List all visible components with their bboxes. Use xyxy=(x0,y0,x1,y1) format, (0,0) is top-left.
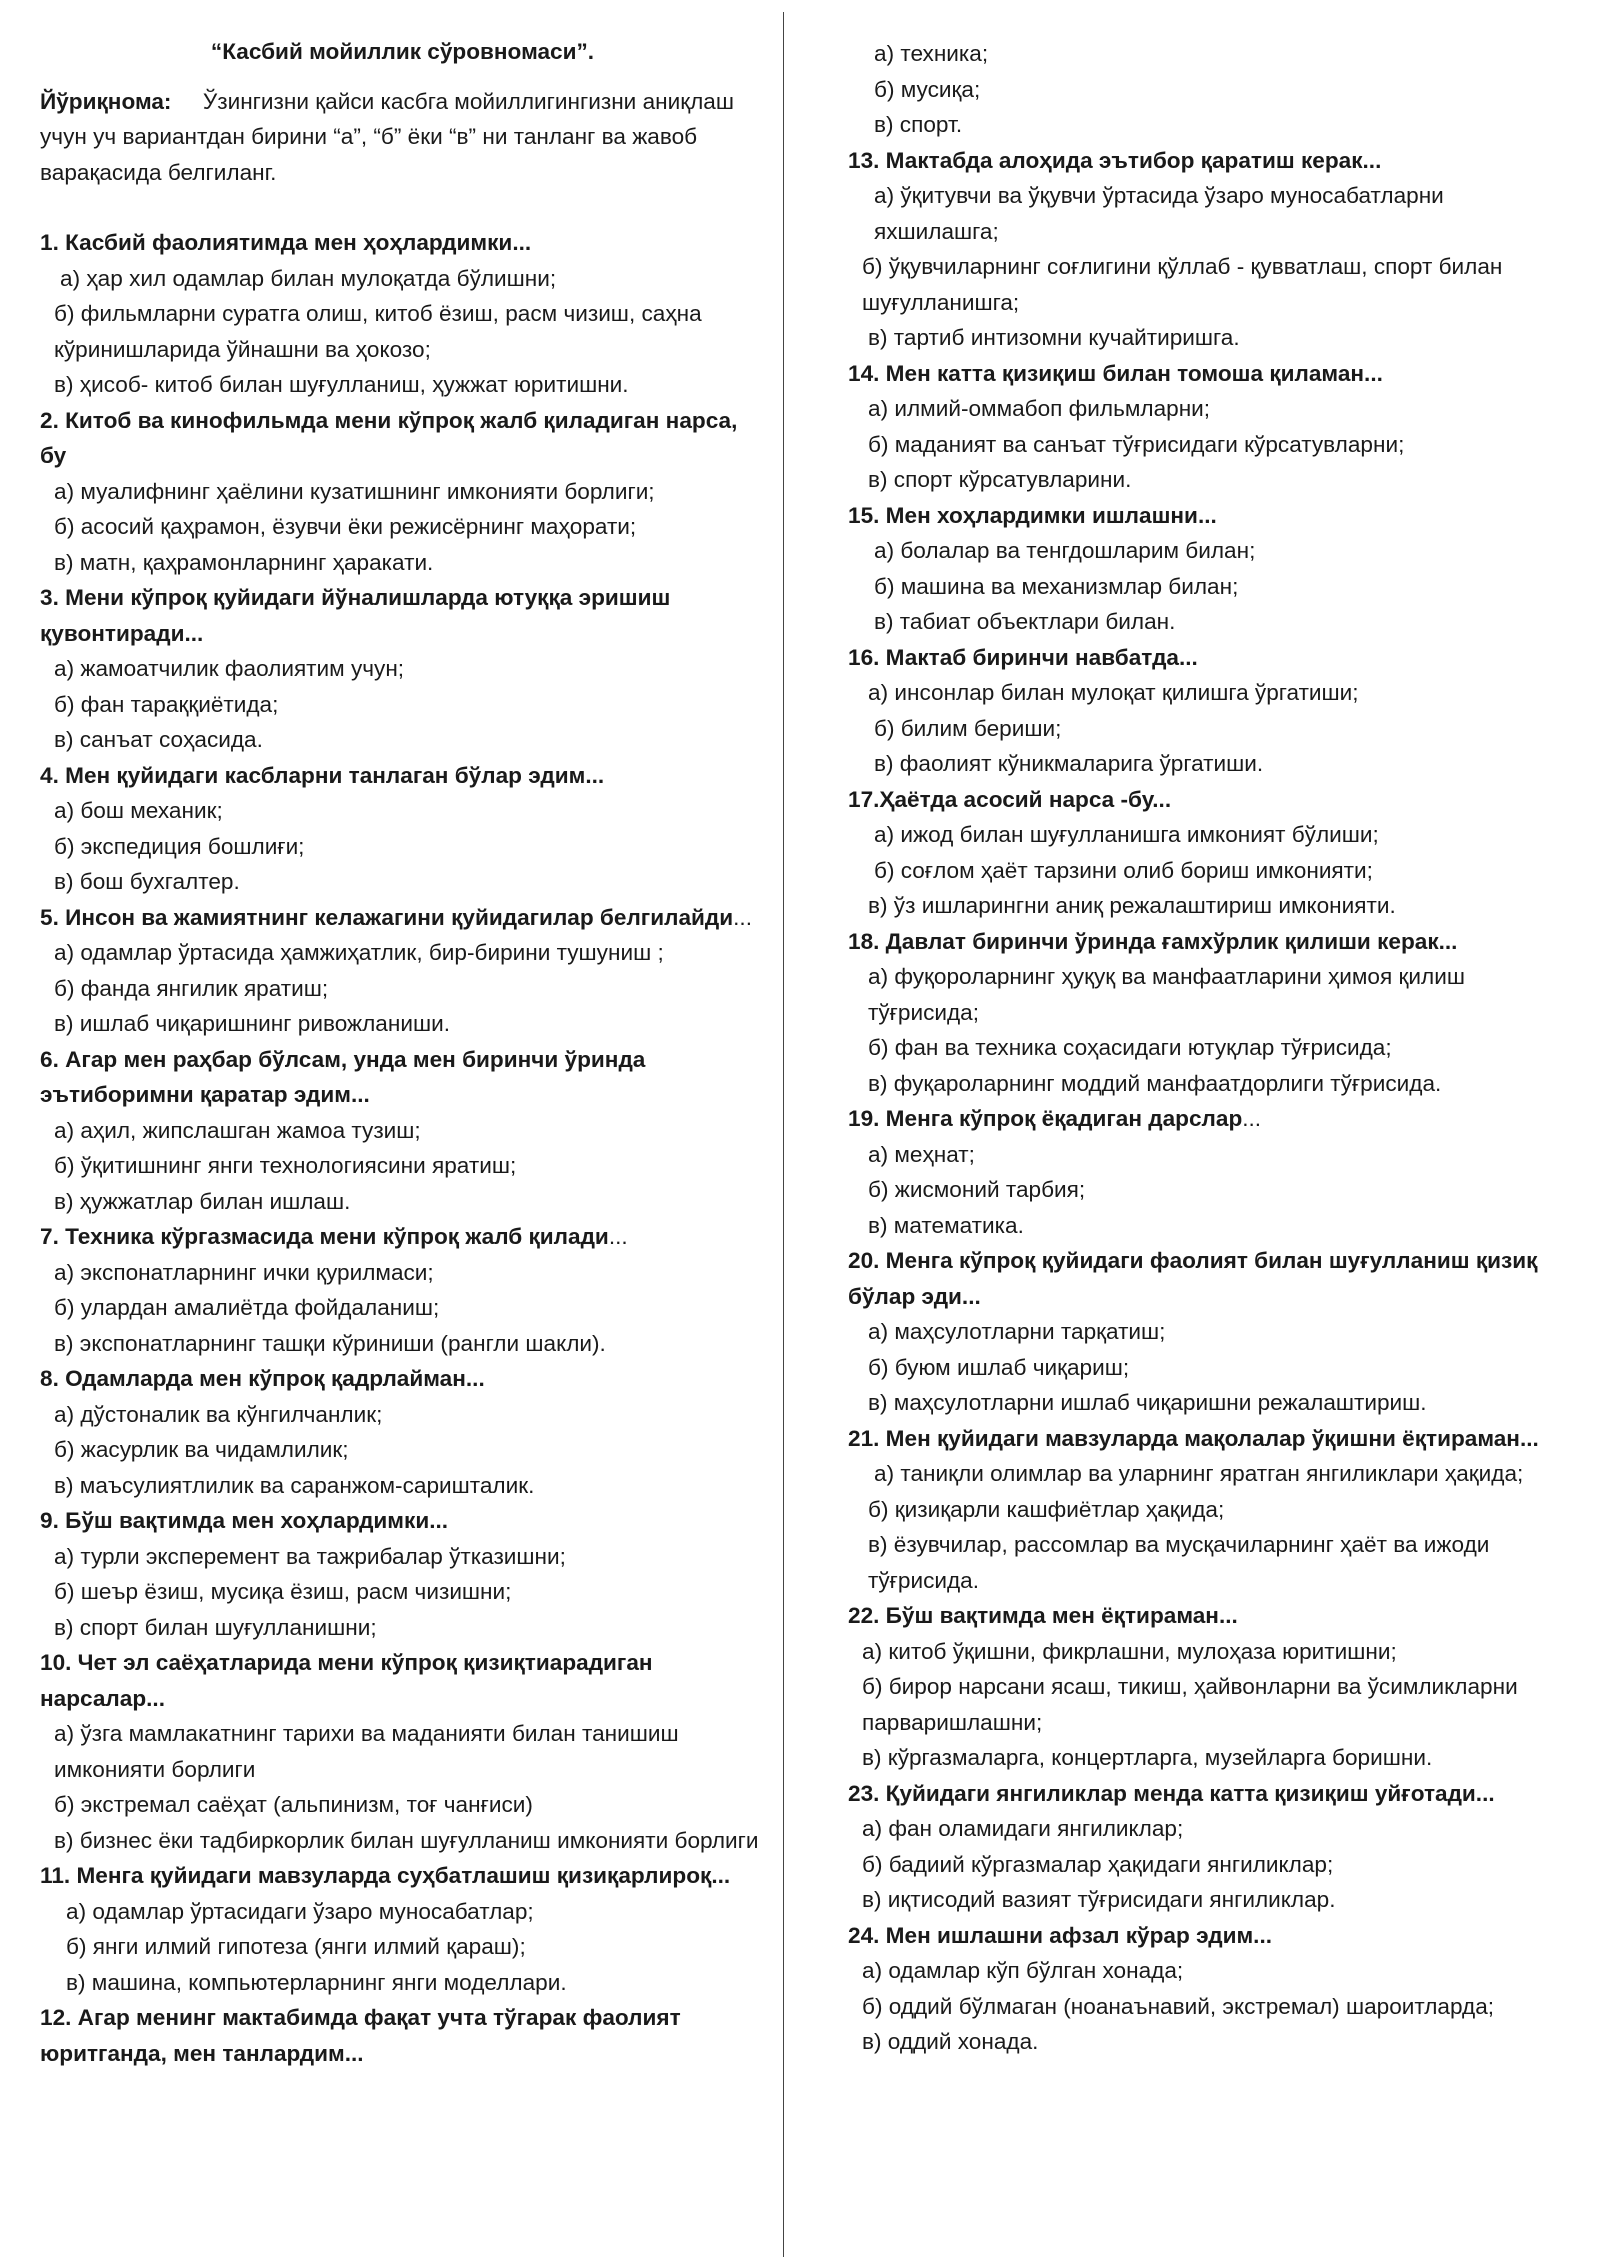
question-13: 13. Мактабда алоҳида эътибор қаратиш керак... xyxy=(848,147,1382,173)
option: а) бош механик; xyxy=(54,798,223,823)
option: в) кўргазмаларга, концертларга, музейларга боришни. xyxy=(862,1745,1433,1770)
option: б) фан ва техника соҳасидаги ютуқлар тўғрисида; xyxy=(868,1035,1392,1060)
option: б) фанда янгилик яратиш; xyxy=(54,975,329,1001)
option: а) фуқороларнинг ҳуқуқ ва манфаатларини ҳимоя қилиш тўғрисида; xyxy=(868,964,1465,1025)
option: в) маҳсулотларни ишлаб чиқаришни режалаштириш. xyxy=(868,1390,1427,1415)
question-7-ellipsis: ... xyxy=(608,1224,628,1249)
option: в) тартиб интизомни кучайтиришга. xyxy=(868,325,1240,350)
option: б) улардан амалиётда фойдаланиш; xyxy=(54,1295,440,1320)
option: б) қизиқарли кашфиётлар ҳақида; xyxy=(868,1496,1225,1522)
option: в) ишлаб чиқаришнинг ривожланиши. xyxy=(54,1011,450,1036)
question-15: 15. Мен хоҳлардимки ишлашни... xyxy=(848,502,1217,528)
option: в) бош бухгалтер. xyxy=(54,869,240,894)
instruction-label: Йўриқнома: xyxy=(40,88,172,114)
option: б) машина ва механизмлар билан; xyxy=(874,573,1239,599)
option: а) одамлар ўртасида ҳамжиҳатлик, бир-бирини тушуниш ; xyxy=(54,940,664,965)
option: в) спорт кўрсатувларини. xyxy=(868,467,1132,492)
question-7 xyxy=(40,1219,765,1255)
question-5-text: 5. Инсон ва жамиятнинг келажагини қуйидагилар белгилайди xyxy=(40,904,734,930)
option: в) спорт. xyxy=(874,112,963,137)
question-2: 2. Китоб ва кинофильмда мени кўпроқ жалб қиладиган нарса, бу xyxy=(40,407,738,468)
option: б) соғлом ҳаёт тарзини олиб бориш имконияти; xyxy=(874,857,1373,883)
question-5-ellipsis: ... xyxy=(733,904,752,930)
option: б) буюм ишлаб чиқариш; xyxy=(868,1354,1130,1380)
option: а) ўқитувчи ва ўқувчи ўртасида ўзаро муносабатларни яхшилашга; xyxy=(874,183,1444,244)
question-21: 21. Мен қуйидаги мавзуларда мақолалар ўқишни ёқтираман... xyxy=(848,1425,1539,1451)
option: в) табиат объектлари билан. xyxy=(874,609,1176,634)
question-11: 11. Менга қуйидаги мавзуларда суҳбатлашиш қизиқарлироқ... xyxy=(40,1863,731,1888)
option: в) фаолият кўникмаларига ўргатиши. xyxy=(874,751,1264,776)
question-19-ellipsis: ... xyxy=(1242,1106,1262,1131)
option: в) матн, қаҳрамонларнинг ҳаракати. xyxy=(54,549,434,575)
option: а) жамоатчилик фаолиятим учун; xyxy=(54,656,405,681)
option: а) одамлар кўп бўлган хонада; xyxy=(862,1958,1184,1983)
option: в) бизнес ёки тадбиркорлик билан шуғулланиш имконияти борлиги xyxy=(54,1827,759,1853)
option: а) таниқли олимлар ва уларнинг яратган янгиликлари ҳақида; xyxy=(874,1461,1524,1486)
option: в) экспонатларнинг ташқи кўриниши (рангли шакли). xyxy=(54,1330,606,1356)
question-8: 8. Одамларда мен кўпроқ қадрлайман... xyxy=(40,1366,485,1391)
option: а) муалифнинг ҳаёлини кузатишнинг имконияти борлиги; xyxy=(54,478,655,504)
question-5 xyxy=(40,900,765,936)
question-12: 12. Агар менинг мактабимда фақат учта тўгарак фаолият юритганда, мен танлардим... xyxy=(40,2005,681,2066)
option: в) иқтисодий вазият тўғрисидаги янгиликлар. xyxy=(862,1887,1336,1912)
question-19-text: 19. Менга кўпроқ ёқадиган дарслар xyxy=(848,1106,1243,1131)
option: б) бирор нарсани ясаш, тикиш, ҳайвонларни ва ўсимликларни парваришлашни; xyxy=(862,1674,1518,1735)
option: б) билим бериши; xyxy=(874,715,1062,741)
question-3: 3. Мени кўпроқ қуйидаги йўналишларда ютуққа эришиш қувонтиради... xyxy=(40,585,671,646)
option: а) ижод билан шуғулланишга имконият бўлиши; xyxy=(874,822,1379,847)
option: в) ҳужжатлар билан ишлаш. xyxy=(54,1188,351,1214)
option: б) фан тараққиётида; xyxy=(54,691,279,717)
question-18: 18. Давлат биринчи ўринда ғамхўрлик қилиши керак... xyxy=(848,928,1458,954)
option: б) оддий бўлмаган (ноанаънавий, экстремал) шароитларда; xyxy=(862,1993,1495,2019)
option: а) китоб ўқишни, фикрлашни, мулоҳаза юритишни; xyxy=(862,1638,1397,1664)
option: в) ёзувчилар, рассомлар ва мусқачиларнинг ҳаёт ва ижоди тўғрисида. xyxy=(868,1532,1490,1593)
option: в) оддий хонада. xyxy=(862,2029,1039,2054)
option: а) одамлар ўртасидаги ўзаро муносабатлар; xyxy=(66,1898,534,1924)
option: а) меҳнат; xyxy=(868,1141,975,1167)
question-19 xyxy=(848,1101,1568,1137)
option: б) ўқувчиларнинг соғлигини қўллаб - қувватлаш, спорт билан шуғулланишга; xyxy=(862,254,1503,315)
question-1: 1. Касбий фаолиятимда мен ҳоҳлардимки... xyxy=(40,230,532,255)
option: а) инсонлар билан мулоқат қилишга ўргатиши; xyxy=(868,680,1359,705)
option: а) ҳар хил одамлар билан мулоқатда бўлишни; xyxy=(60,265,557,291)
question-4: 4. Мен қуйидаги касбларни танлаган бўлар эдим... xyxy=(40,762,605,788)
option: в) санъат соҳасида. xyxy=(54,727,263,752)
page-title: “Касбий мойиллик сўровномаси”. xyxy=(210,39,595,64)
option: б) янги илмий гипотеза (янги илмий қараш); xyxy=(66,1934,526,1959)
option: б) бадиий кўргазмалар ҳақидаги янгиликлар; xyxy=(862,1851,1334,1877)
option: б) экстремал саёҳат (альпинизм, тоғ чанғиси) xyxy=(54,1792,533,1817)
option: в) фуқароларнинг моддий манфаатдорлиги тўғрисида. xyxy=(868,1070,1442,1096)
option: а) илмий-оммабоп фильмларни; xyxy=(868,396,1211,421)
column-divider xyxy=(783,12,784,2257)
option: б) маданият ва санъат тўғрисидаги кўрсатувларни; xyxy=(868,431,1405,457)
option: б) экспедиция бошлиғи; xyxy=(54,833,305,859)
option: а) ўзга мамлакатнинг тарихи ва маданияти билан танишиш имконияти борлиги xyxy=(54,1721,679,1782)
option: а) маҳсулотларни тарқатиш; xyxy=(868,1319,1166,1344)
instruction-text: Ўзингизни қайси касбга мойиллигингизни аниқлаш учун уч вариантдан бирини “а”, “б” ёки “в” ни танланг ва жавоб варақасида белгиланг. xyxy=(40,88,734,185)
question-10: 10. Чет эл саёҳатларида мени кўпроқ қизиқтиарадиган нарсалар... xyxy=(40,1650,653,1711)
left-column xyxy=(40,34,765,2071)
option: а) дўстоналик ва кўнгилчанлик; xyxy=(54,1401,383,1427)
option: а) техника; xyxy=(874,41,989,66)
question-16: 16. Мактаб биринчи навбатда... xyxy=(848,644,1198,670)
option: а) фан оламидаги янгиликлар; xyxy=(862,1816,1184,1841)
option: б) жасурлик ва чидамлилик; xyxy=(54,1437,349,1462)
option: б) шеър ёзиш, мусиқа ёзиш, расм чизишни; xyxy=(54,1579,512,1604)
question-7-text: 7. Техника кўргазмасида мени кўпроқ жалб қилади xyxy=(40,1224,609,1249)
question-20: 20. Менга кўпроқ қуйидаги фаолият билан шуғулланиш қизиқ бўлар эди... xyxy=(848,1248,1538,1309)
option: в) ҳисоб- китоб билан шуғулланиш, ҳужжат юритишни. xyxy=(54,372,629,397)
option: а) болалар ва тенгдошларим билан; xyxy=(874,538,1256,563)
option: а) турли эксперемент ва тажрибалар ўтказишни; xyxy=(54,1543,566,1569)
option: в) ўз ишларингни аниқ режалаштириш имконияти. xyxy=(868,893,1396,918)
option: б) жисмоний тарбия; xyxy=(868,1177,1086,1202)
question-24: 24. Мен ишлашни афзал кўрар эдим... xyxy=(848,1922,1273,1948)
question-23: 23. Қуйидаги янгиликлар менда катта қизиқиш уйғотади... xyxy=(848,1780,1495,1806)
option: в) машина, компьютерларнинг янги моделлари. xyxy=(66,1969,567,1995)
question-14: 14. Мен катта қизиқиш билан томоша қиламан... xyxy=(848,360,1383,386)
option: в) спорт билан шуғулланишни; xyxy=(54,1614,377,1640)
option: б) асосий қаҳрамон, ёзувчи ёки режисёрнинг маҳорати; xyxy=(54,514,637,539)
instruction-paragraph xyxy=(40,84,765,191)
option: б) мусиқа; xyxy=(874,76,981,102)
option: а) аҳил, жипслашган жамоа тузиш; xyxy=(54,1117,421,1143)
option: б) фильмларни суратга олиш, китоб ёзиш, расм чизиш, саҳна кўринишларида ўйнашни ва ҳокозо; xyxy=(54,301,702,362)
question-17: 17.Ҳаётда асосий нарса -бу... xyxy=(848,786,1172,812)
right-column xyxy=(848,36,1568,2060)
question-9: 9. Бўш вақтимда мен хоҳлардимки... xyxy=(40,1508,449,1533)
question-22: 22. Бўш вақтимда мен ёқтираман... xyxy=(848,1603,1238,1628)
option: в) маъсулиятлилик ва саранжом-саришталик. xyxy=(54,1472,535,1498)
option: в) математика. xyxy=(868,1212,1024,1238)
option: б) ўқитишнинг янги технологиясини яратиш; xyxy=(54,1153,517,1178)
option: а) экспонатларнинг ички қурилмаси; xyxy=(54,1259,434,1285)
question-6: 6. Агар мен раҳбар бўлсам, унда мен биринчи ўринда эътиборимни қаратар эдим... xyxy=(40,1046,646,1107)
